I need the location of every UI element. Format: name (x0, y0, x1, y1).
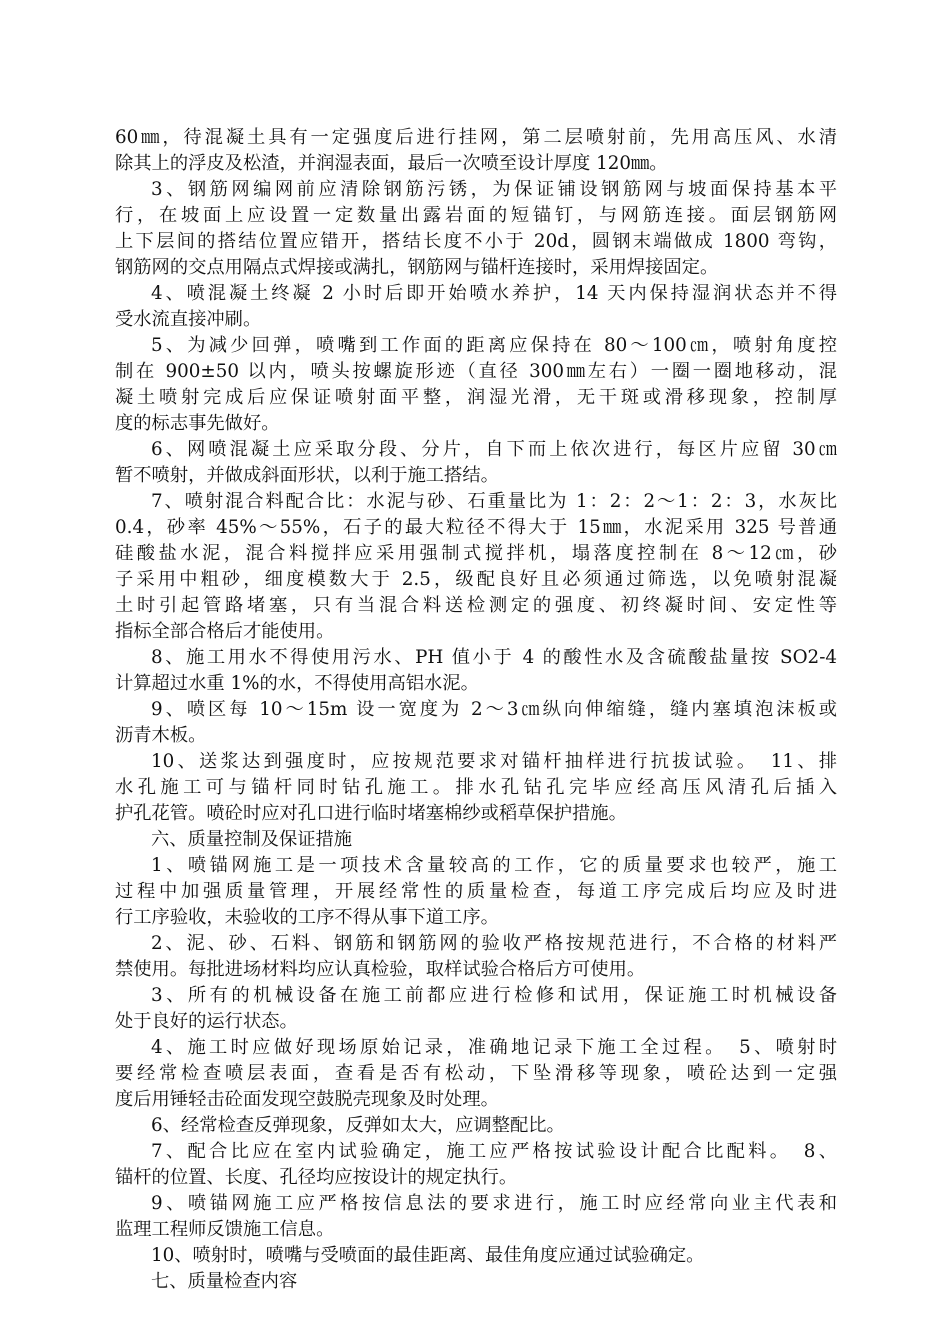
text-line: 凝土喷射完成后应保证喷射面平整，润湿光滑，无干斑或滑移现象，控制厚 (115, 387, 837, 408)
text-line: 6、经常检查反弹现象，反弹如太大，应调整配比。 (151, 1115, 565, 1136)
paragraph (115, 1191, 837, 1243)
paragraph (115, 177, 837, 281)
text-line: 7、喷射混合料配合比：水泥与砂、石重量比为 1：2：2～1：2：3，水灰比 (151, 491, 837, 512)
text-line: 4、喷混凝土终凝 2 小时后即开始喷水养护，14 天内保持湿润状态并不得 (151, 283, 837, 304)
text-line: 6、网喷混凝土应采取分段、分片，自下而上依次进行，每区片应留 30㎝ (151, 439, 837, 460)
paragraph (115, 437, 837, 489)
text-line: 土时引起管路堵塞，只有当混合料送检测定的强度、初终凝时间、安定性等 (115, 595, 837, 616)
text-line: 8、施工用水不得使用污水、PH 值小于 4 的酸性水及含硫酸盐量按 SO2-4 (151, 647, 837, 668)
text-line: 钢筋网的交点用隔点式焊接或满扎，钢筋网与锚杆连接时，采用焊接固定。 (115, 257, 719, 278)
paragraph (115, 489, 837, 645)
document-page (115, 125, 837, 1295)
paragraph (115, 125, 837, 177)
text-line: 子采用中粗砂，细度模数大于 2.5，级配良好且必须通过筛选，以免喷射混凝 (115, 569, 837, 590)
text-line: 护孔花管。喷砼时应对孔口进行临时堵塞棉纱或稻草保护措施。 (115, 803, 627, 824)
paragraph (115, 931, 837, 983)
text-line: 硅酸盐水泥，混合料搅拌应采用强制式搅拌机，塌落度控制在 8～12㎝，砂 (115, 543, 837, 564)
text-line: 要经常检查喷层表面，查看是否有松动，下坠滑移等现象，喷砼达到一定强 (115, 1063, 837, 1084)
text-line: 1、喷锚网施工是一项技术含量较高的工作，它的质量要求也较严，施工 (151, 855, 837, 876)
text-line: 60㎜，待混凝土具有一定强度后进行挂网，第二层喷射前，先用高压风、水清 (115, 127, 837, 148)
text-line: 制在 900±50 以内，喷头按螺旋形迹（直径 300㎜左右）一圈一圈地移动，混 (115, 361, 837, 382)
text-line: 七、质量检查内容 (151, 1271, 298, 1292)
text-line: 指标全部合格后才能使用。 (115, 621, 335, 642)
text-line: 7、配合比应在室内试验确定，施工应严格按试验设计配合比配料。 8、 (151, 1141, 837, 1162)
text-line: 度的标志事先做好。 (115, 413, 280, 434)
paragraph (115, 983, 837, 1035)
text-line: 5、为减少回弹，喷嘴到工作面的距离应保持在 80～100㎝，喷射角度控 (151, 335, 837, 356)
text-line: 3、所有的机械设备在施工前都应进行检修和试用，保证施工时机械设备 (151, 985, 837, 1006)
paragraph (115, 333, 837, 437)
text-line: 行工序验收，未验收的工序不得从事下道工序。 (115, 907, 499, 928)
text-line: 9、喷锚网施工应严格按信息法的要求进行，施工时应经常向业主代表和 (151, 1193, 837, 1214)
text-line: 沥青木板。 (115, 725, 207, 746)
paragraph (115, 1035, 837, 1113)
paragraph (115, 1113, 837, 1139)
text-line: 六、质量控制及保证措施 (151, 829, 353, 850)
text-line: 受水流直接冲刷。 (115, 309, 262, 330)
paragraph (115, 1243, 837, 1269)
text-line: 除其上的浮皮及松渣，并润湿表面，最后一次喷至设计厚度 120㎜。 (115, 153, 668, 174)
text-line: 9、喷区每 10～15m 设一宽度为 2～3㎝纵向伸缩缝，缝内塞填泡沫板或 (151, 699, 837, 720)
text-line: 10、喷射时，喷嘴与受喷面的最佳距离、最佳角度应通过试验确定。 (151, 1245, 705, 1266)
paragraph (115, 645, 837, 697)
paragraph (115, 749, 837, 827)
text-line: 监理工程师反馈施工信息。 (115, 1219, 335, 1240)
text-line: 10、送浆达到强度时，应按规范要求对锚杆抽样进行抗拔试验。 11、排 (151, 751, 837, 772)
text-line: 禁使用。每批进场材料均应认真检验，取样试验合格后方可使用。 (115, 959, 646, 980)
paragraph (115, 853, 837, 931)
text-line: 3、钢筋网编网前应清除钢筋污锈，为保证铺设钢筋网与坡面保持基本平 (151, 179, 837, 200)
paragraph (115, 697, 837, 749)
text-line: 计算超过水重 1%的水，不得使用高铝水泥。 (115, 673, 479, 694)
text-line: 处于良好的运行状态。 (115, 1011, 298, 1032)
text-line: 2、泥、砂、石料、钢筋和钢筋网的验收严格按规范进行，不合格的材料严 (151, 933, 837, 954)
text-line: 0.4，砂率 45%～55%，石子的最大粒径不得大于 15㎜，水泥采用 325 号普通 (115, 517, 837, 538)
text-line: 行，在坡面上应设置一定数量出露岩面的短锚钉，与网筋连接。面层钢筋网 (115, 205, 837, 226)
text-line: 过程中加强质量管理，开展经常性的质量检查，每道工序完成后均应及时进 (115, 881, 837, 902)
paragraph (115, 1269, 837, 1295)
text-line: 锚杆的位置、长度、孔径均应按设计的规定执行。 (115, 1167, 518, 1188)
text-line: 4、施工时应做好现场原始记录，准确地记录下施工全过程。 5、喷射时 (151, 1037, 837, 1058)
paragraph (115, 1139, 837, 1191)
text-line: 上下层间的搭结位置应错开，搭结长度不小于 20d，圆钢末端做成 1800 弯钩， (115, 231, 837, 252)
text-line: 度后用锤轻击砼面发现空鼓脱壳现象及时处理。 (115, 1089, 499, 1110)
paragraph (115, 827, 837, 853)
text-line: 暂不喷射，并做成斜面形状，以利于施工搭结。 (115, 465, 499, 486)
text-line: 水孔施工可与锚杆同时钻孔施工。排水孔钻孔完毕应经高压风清孔后插入 (115, 777, 837, 798)
paragraph (115, 281, 837, 333)
